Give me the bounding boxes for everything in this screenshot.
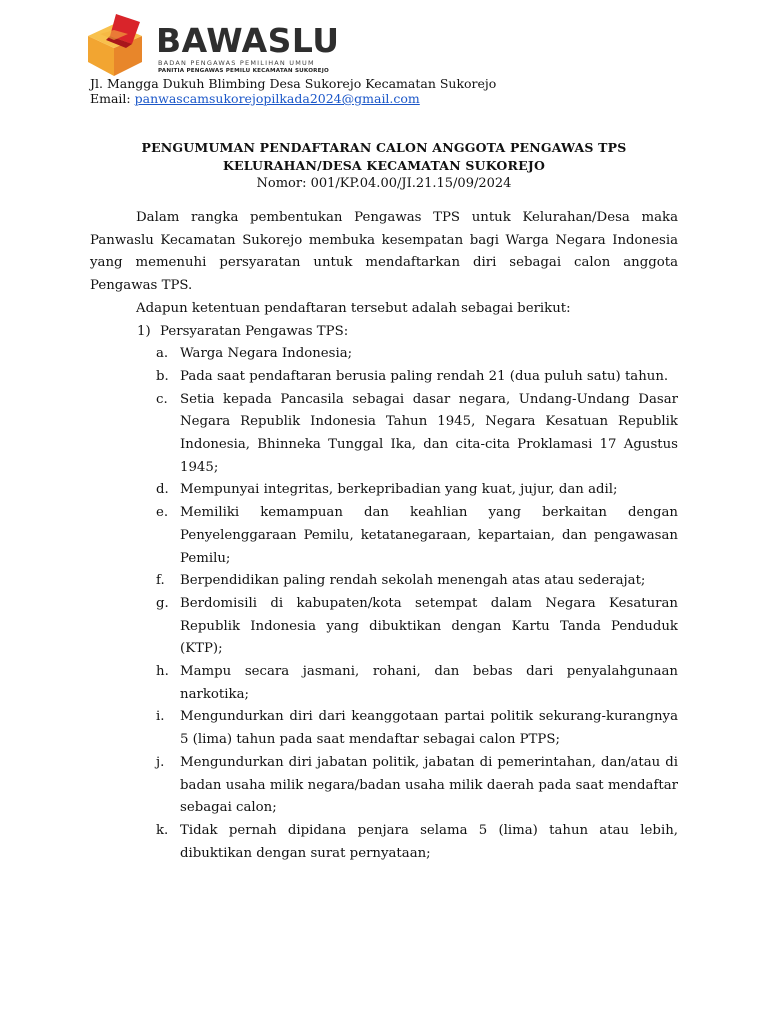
list-item-marker: d. xyxy=(156,482,169,498)
list-item-text: Mengundurkan diri jabatan politik, jabatan di pemerintahan, dan/atau di badan usaha milik negara/badan usaha milik daerah pada saat mendaftar sebagai calon; xyxy=(180,754,678,816)
list-item xyxy=(90,752,678,820)
list-item-marker: c. xyxy=(156,391,168,407)
email-label: Email: xyxy=(90,91,131,106)
list-item-text: Warga Negara Indonesia; xyxy=(180,346,353,362)
announcement-body xyxy=(90,207,678,865)
list-item-marker: b. xyxy=(156,368,169,384)
list-item-marker: h. xyxy=(156,664,169,680)
lead-paragraph: Adapun ketentuan pendaftaran tersebut adalah sebagai berikut: xyxy=(136,300,571,316)
logo-wordmark: BAWASLU xyxy=(156,21,340,60)
list-item-text: Setia kepada Pancasila sebagai dasar negara, Undang-Undang Dasar Negara Republik Indonesia Tahun 1945, Negara Kesatuan Republik Indonesia, Bhinneka Tunggal Ika, dan cita-cita Proklamasi 17 Agustus 1945; xyxy=(180,391,678,475)
list-item-marker: f. xyxy=(156,573,165,589)
list-item-text: Mempunyai integritas, berkepribadian yang kuat, jujur, dan adil; xyxy=(180,482,618,498)
logo-subtitle-committee: PANITIA PENGAWAS PEMILU KECAMATAN SUKOREJO xyxy=(158,68,329,74)
list-item-marker: j. xyxy=(156,754,165,770)
list-item-text: Berpendidikan paling rendah sekolah menengah atas atau sederajat; xyxy=(180,573,646,589)
list-item xyxy=(90,366,678,389)
list-item xyxy=(90,389,678,480)
intro-paragraph: Dalam rangka pembentukan Pengawas TPS untuk Kelurahan/Desa maka Panwaslu Kecamatan Sukorejo membuka kesempatan bagi Warga Negara Indonesia yang memenuhi persyaratan untuk mendaftarkan diri sebagai calon anggota Pengawas TPS. xyxy=(90,210,678,294)
list-item-text: Tidak pernah dipidana penjara selama 5 (lima) tahun atau lebih, dibuktikan dengan surat pernyataan; xyxy=(180,822,678,861)
announcement-title xyxy=(90,139,678,193)
section-heading xyxy=(90,321,678,344)
section-number: 1) xyxy=(137,323,151,339)
list-item xyxy=(90,820,678,865)
list-item xyxy=(90,593,678,661)
list-item-text: Mampu secara jasmani, rohani, dan bebas dari penyalahgunaan narkotika; xyxy=(180,664,678,702)
list-item-text: Berdomisili di kabupaten/kota setempat dalam Negara Kesaturan Republik Indonesia yang dibuktikan dengan Kartu Tanda Penduduk (KTP); xyxy=(180,595,678,657)
requirements-list xyxy=(90,343,678,865)
document-number: Nomor: 001/KP.04.00/JI.21.15/09/2024 xyxy=(256,176,512,191)
title-line-1: PENGUMUMAN PENDAFTARAN CALON ANGGOTA PENGAWAS TPS xyxy=(141,140,627,155)
list-item xyxy=(90,661,678,706)
email-link[interactable]: panwascamsukorejopilkada2024@gmail.com xyxy=(134,91,420,106)
logo-subtitle: BADAN PENGAWAS PEMILIHAN UMUM xyxy=(158,59,315,67)
letterhead-contact xyxy=(90,76,496,106)
list-item-text: Mengundurkan diri dari keanggotaan partai politik sekurang-kurangnya 5 (lima) tahun pada saat mendaftar sebagai calon PTPS; xyxy=(180,709,678,748)
list-item-marker: g. xyxy=(156,595,169,611)
list-item-marker: i. xyxy=(156,709,165,725)
email-line xyxy=(90,91,496,106)
list-item-marker: e. xyxy=(156,505,169,521)
list-item xyxy=(90,706,678,751)
list-item-text: Pada saat pendaftaran berusia paling rendah 21 (dua puluh satu) tahun. xyxy=(180,368,669,384)
list-item xyxy=(90,343,678,366)
list-item xyxy=(90,502,678,570)
bawaslu-logo xyxy=(82,10,340,80)
list-item-text: Memiliki kemampuan dan keahlian yang berkaitan dengan Penyelenggaraan Pemilu, ketatanegaraan, kepartaian, dan pengawasan Pemilu; xyxy=(180,505,678,566)
list-item xyxy=(90,479,678,502)
ballot-box-icon xyxy=(86,14,146,76)
list-item-marker: k. xyxy=(156,822,169,838)
list-item-marker: a. xyxy=(156,346,169,362)
address-line: Jl. Mangga Dukuh Blimbing Desa Sukorejo Kecamatan Sukorejo xyxy=(90,76,497,91)
section-title: Persyaratan Pengawas TPS: xyxy=(160,323,349,339)
list-item xyxy=(90,570,678,593)
title-line-2: KELURAHAN/DESA KECAMATAN SUKOREJO xyxy=(222,158,546,173)
